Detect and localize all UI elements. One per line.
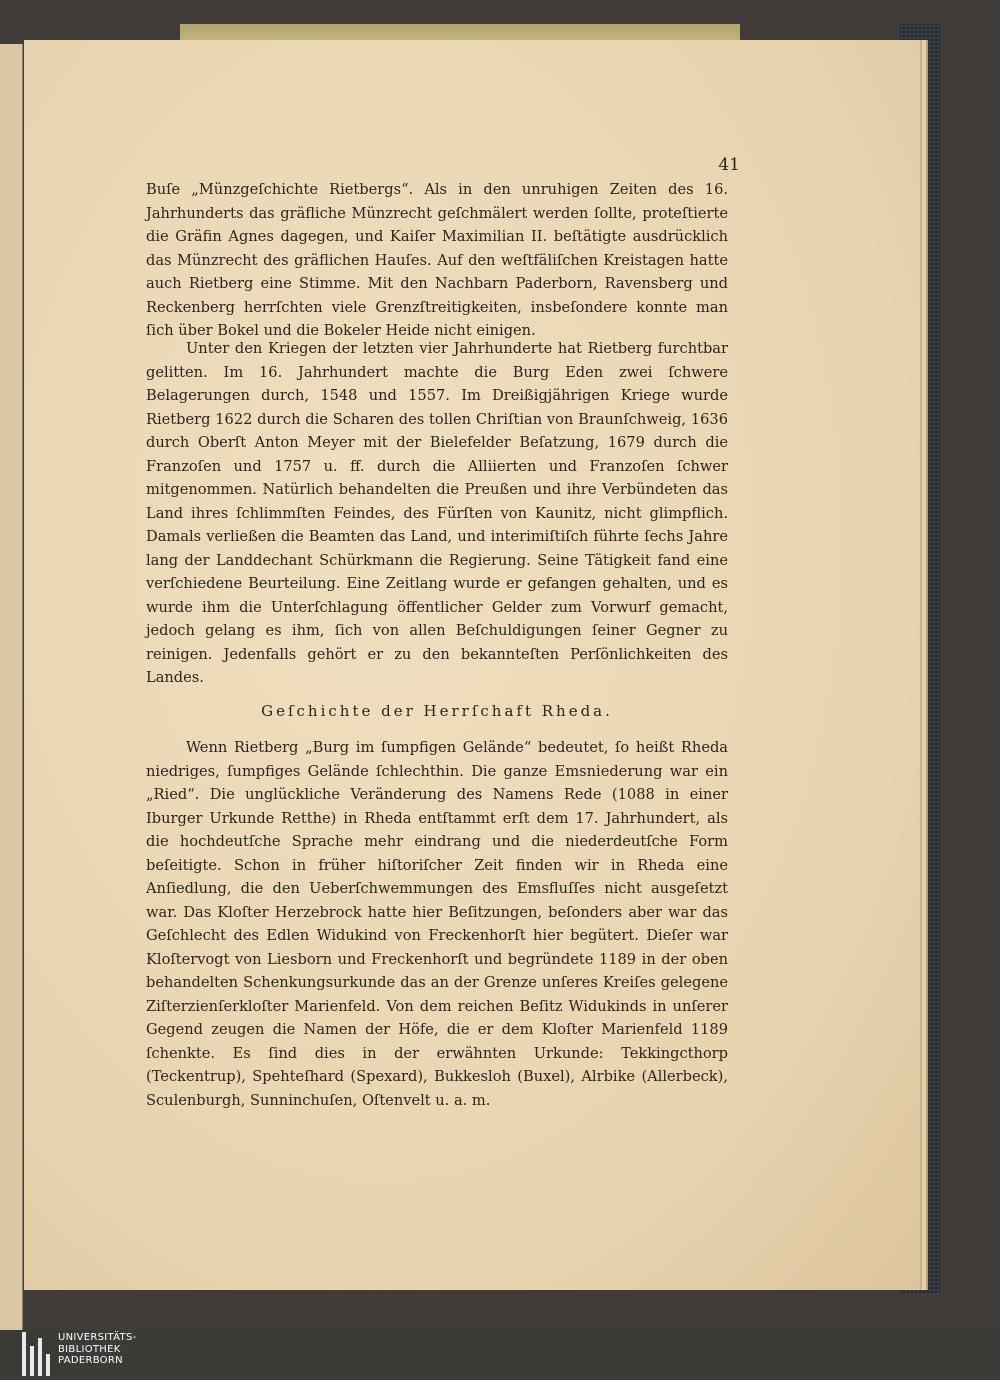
- library-name-line-1: UNIVERSITÄTS-: [58, 1332, 137, 1343]
- paragraph-kriege: Unter den Kriegen der letzten vier Jahrhunderte hat Rietberg furchtbar gelitten. Im 16. Jahrhundert machte die Burg Eden zwei ſchwere Belagerungen durch, 1548 und 1557. Im Dreißigjährigen Kriege wurde Rietberg 1622 durch die Scharen des tollen Chriſtian von Braunſchweig, 1636 durch Oberſt Anton Meyer mit der Bielefelder Beſatzung, 1679 durch die Franzoſen und 1757 u. ff. durch die Alliierten und Franzoſen ſchwer mitgenommen. Natürlich behandelten die Preußen und ihre Verbündeten das Land ihres ſchlimmſten Feindes, des Fürſten von Kaunitz, nicht glimpflich. Damals verließen die Beamten das Land, und interimiſtiſch führte ſechs Jahre lang der Landdechant Schürkmann die Regierung. Seine Tätigkeit fand eine verſchiedene Beurteilung. Eine Zeitlang wurde er gefangen gehalten, und es wurde ihm die Unterſchlagung öffentlicher Gelder zum Vorwurf gemacht, jedoch gelang es ihm, ſich von allen Beſchuldigungen ſeiner Gegner zu reinigen. Jedenfalls gehört er zu den bekannteſten Perſönlichkeiten des Landes.: [146, 340, 728, 686]
- library-name: [58, 1332, 178, 1367]
- paragraph-rheda: Wenn Rietberg „Burg im ſumpfigen Gelände“ bedeutet, ſo heißt Rheda niedriges, ſumpfiges Gelände ſchlechthin. Die ganze Emsniederung war ein „Ried“. Die unglückliche Veränderung des Namens Rede (1088 in einer Iburger Urkunde Retthe) in Rheda entſtammt erſt dem 17. Jahrhundert, als die hochdeutſche Sprache mehr eindrang und die niederdeutſche Form beſeitigte. Schon in früher hiſtoriſcher Zeit finden wir in Rheda eine Anſiedlung, die den Ueberſchwemmungen des Emsfluſſes nicht ausgeſetzt war. Das Kloſter Herzebrock hatte hier Beſitzungen, beſonders aber war das Geſchlecht des Edlen Widukind von Freckenhorſt hier begütert. Dieſer war Kloſtervogt von Liesborn und Freckenhorſt und begründete 1189 in der oben behandelten Schenkungsurkunde das an der Grenze unſeres Kreiſes gelegene Ziſterzienſerkloſter Marienfeld. Von dem reichen Beſitz Widukinds in unſerer Gegend zeugen die Namen der Höfe, die er dem Kloſter Marienfeld 1189 ſchenkte. Es ſind dies in der erwähnten Urkunde: Tekkingcthorp (Teckentrup), Spehteſhard (Spexard), Bukkesloh (Buxel), Alrbike (Allerbeck), Sculenburgh, Sunninchuſen, Oſtenvelt u. a. m.: [146, 739, 728, 1109]
- paragraph-intro: [146, 178, 728, 343]
- page-number: 41: [718, 155, 740, 175]
- section-heading: Geſchichte der Herrſchaft Rheda.: [261, 702, 613, 720]
- university-library-logo-icon: [22, 1332, 50, 1376]
- paragraph-rheda-block: [146, 736, 728, 1112]
- library-name-line-2: BIBLIOTHEK: [58, 1343, 121, 1355]
- paragraph-kriege-block: [146, 337, 728, 690]
- previous-page-edge: [0, 44, 23, 1344]
- paragraph-muenzrecht: Buſe „Münzgeſchichte Rietbergs“. Als in den unruhigen Zeiten des 16. Jahrhunderts das gräfliche Münzrecht geſchmälert werden ſollte, proteſtierte die Gräfin Agnes dagegen, und Kaiſer Maximilian II. beſtätigte ausdrücklich das Münzrecht des gräflichen Hauſes. Auf den weſtfäliſchen Kreistagen hatte auch Rietberg eine Stimme. Mit den Nachbarn Paderborn, Ravensberg und Reckenberg herrſchten viele Grenzſtreitigkeiten, insbeſondere konnte man ſich über Bokel und die Bokeler Heide nicht einigen.: [146, 181, 728, 339]
- library-name-line-3: PADERBORN: [58, 1355, 123, 1366]
